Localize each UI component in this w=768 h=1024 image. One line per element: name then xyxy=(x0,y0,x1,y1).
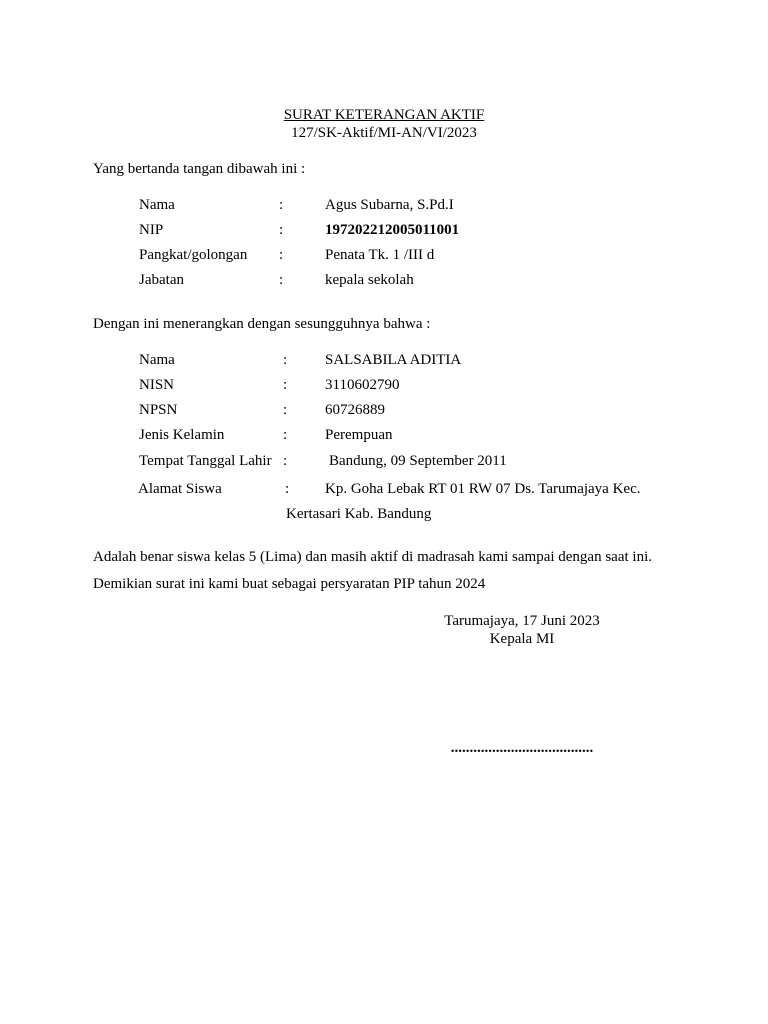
field-value: 60726889 xyxy=(325,402,385,418)
field-label: Alamat Siswa xyxy=(138,481,222,497)
purpose-paragraph: Demikian surat ini kami buat sebagai persyaratan PIP tahun 2024 xyxy=(93,576,486,592)
signature-place-date: Tarumajaya, 17 Juni 2023 xyxy=(444,613,600,629)
field-colon: : xyxy=(279,247,284,263)
signature-position: Kepala MI xyxy=(489,631,555,647)
field-colon: : xyxy=(283,352,288,368)
field-label: Nama xyxy=(139,352,175,368)
signature-name-placeholder: ...................................... xyxy=(450,740,594,756)
document-number: 127/SK-Aktif/MI-AN/VI/2023 xyxy=(291,125,477,141)
field-value: kepala sekolah xyxy=(325,272,414,288)
field-colon: : xyxy=(279,197,284,213)
field-value-continued: Kertasari Kab. Bandung xyxy=(286,506,432,522)
confirmation-paragraph: Adalah benar siswa kelas 5 (Lima) dan masih aktif di madrasah kami sampai dengan saat ini. xyxy=(93,549,652,565)
field-label: Jenis Kelamin xyxy=(139,427,225,443)
field-value: Kp. Goha Lebak RT 01 RW 07 Ds. Tarumajaya Kec. xyxy=(325,481,641,497)
field-label: Pangkat/golongan xyxy=(139,247,248,263)
field-value: SALSABILA ADITIA xyxy=(325,352,462,368)
field-value: Penata Tk. 1 /III d xyxy=(325,247,435,263)
field-label: NPSN xyxy=(139,402,178,418)
field-label: NISN xyxy=(139,377,175,393)
field-colon: : xyxy=(283,377,288,393)
field-colon: : xyxy=(285,481,290,497)
field-colon: : xyxy=(279,272,284,288)
field-value: 3110602790 xyxy=(325,377,400,393)
field-colon: : xyxy=(283,427,288,443)
field-label: Tempat Tanggal Lahir xyxy=(139,453,272,469)
field-label: Jabatan xyxy=(139,272,184,288)
document-title: SURAT KETERANGAN AKTIF xyxy=(283,107,485,123)
field-value: 197202212005011001 xyxy=(325,222,460,238)
field-colon: : xyxy=(283,453,288,469)
field-value: Bandung, 09 September 2011 xyxy=(329,453,507,469)
field-value: Perempuan xyxy=(325,427,393,443)
field-colon: : xyxy=(279,222,284,238)
field-label: Nama xyxy=(139,197,175,213)
field-label: NIP xyxy=(139,222,164,238)
field-colon: : xyxy=(283,402,288,418)
field-value: Agus Subarna, S.Pd.I xyxy=(325,197,454,213)
intro-text: Yang bertanda tangan dibawah ini : xyxy=(93,161,306,177)
statement-text: Dengan ini menerangkan dengan sesungguhnya bahwa : xyxy=(93,316,431,332)
